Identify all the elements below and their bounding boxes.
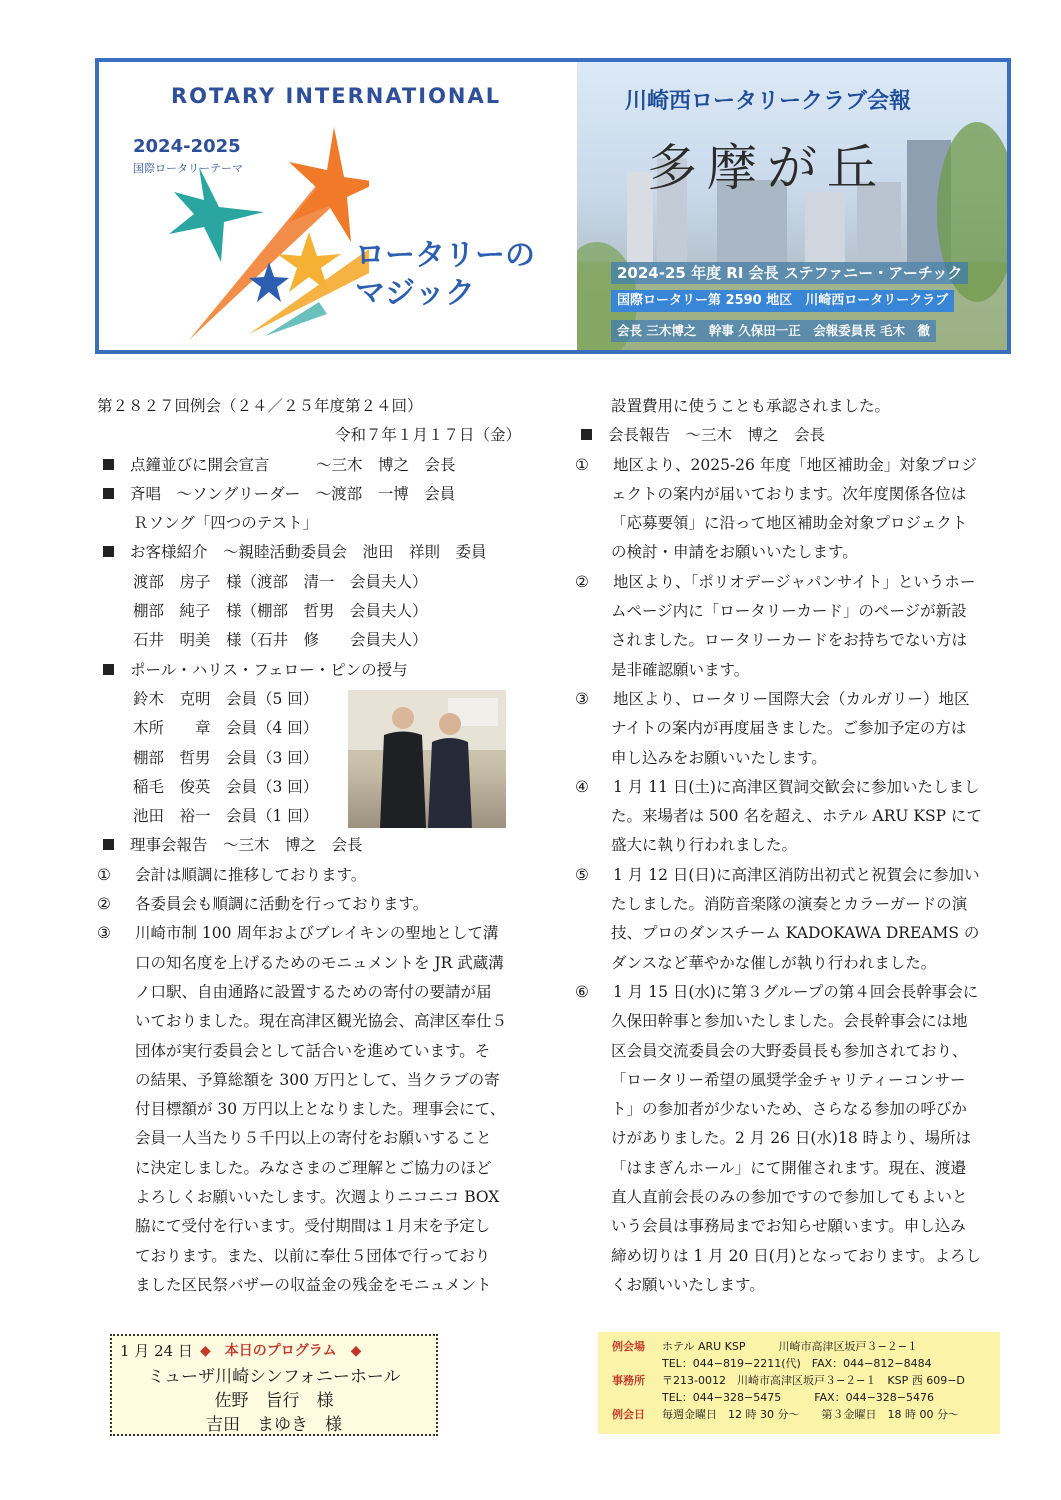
line-text: ノ口駅、自由通路に設置するための寄付の要請が届 [135,982,492,1001]
line-text: 地区より、「ポリオデージャパンサイト」というホー [613,572,976,591]
text-line [97,568,537,597]
line-text: 稲毛 俊英 会員（3 回） [133,777,319,796]
shooting-stars-icon [169,122,369,342]
text-line [575,744,1015,773]
club-officers: 会長 三木博之 幹事 久保田一正 会報委員長 毛木 徹 [611,320,936,342]
info-label: 事務所 [612,1374,645,1387]
text-line [97,1095,537,1124]
line-text: 区会員交流委員会の大野委員長も参加されており、 [611,1041,968,1060]
text-line [575,714,1015,743]
line-text: 棚部 哲男 会員（3 回） [133,748,319,767]
item-number: ② [575,572,589,591]
line-text: 地区より、2025-26 年度「地区補助金」対象プロジ [613,455,977,474]
line-text: 締め切りは 1 月 20 日(月)となっております。よろし [611,1246,982,1265]
item-number: ① [97,865,111,884]
text-line [97,890,537,919]
item-number: ④ [575,777,589,796]
text-line [97,1037,537,1066]
square-bullet-icon [581,429,592,440]
todays-program-box [110,1334,438,1436]
award-photo [348,690,506,828]
text-line [97,978,537,1007]
info-text: TEL：044−328−5475 FAX：044−328−5476 [662,1391,935,1404]
line-text: 会計は順調に推移しております。 [135,865,367,884]
line-text: 令和７年１月１７日（金） [335,426,522,445]
text-line [575,1066,1015,1095]
text-line [97,1242,537,1271]
line-text: いておりました。現在高津区観光協会、高津区奉仕５ [135,1012,508,1031]
line-text: 団体が実行委員会として話合いを進めています。そ [135,1041,491,1060]
item-number: ③ [97,924,111,943]
ri-president: 2024-25 年度 RI 会長 ステファニー・アーチック [611,262,968,284]
program-venue: ミューザ川崎シンフォニーホール [147,1367,401,1387]
line-text: 各委員会も順調に活動を行っております。 [135,895,429,914]
text-line [575,1124,1015,1153]
line-text: 点鐘並びに開会宣言 ～三木 博之 会長 [130,455,456,474]
line-text: 是非確認願います。 [611,660,750,679]
text-line [575,1183,1015,1212]
text-line [575,861,1015,890]
line-text: Ｒソング「四つのテスト」 [133,514,319,533]
line-text: 直人直前会長のみの参加ですので参加してもよいと [611,1188,968,1207]
line-text: 会員一人当たり５千円以上の寄付をお願いすること [135,1129,492,1148]
line-text: 「応募要領」に沿って地区補助金対象プロジェクト [611,514,968,533]
square-bullet-icon [103,546,114,557]
line-text: 鈴木 克明 会員（5 回） [133,689,319,708]
line-text: ポール・ハリス・フェロー・ピンの授与 [130,660,408,679]
line-text: 渡部 房子 様（渡部 清一 会員夫人） [133,572,428,591]
district-club: 国際ロータリー第 2590 地区 川崎西ロータリークラブ [611,290,954,312]
theme-year: 2024-2025 [133,136,241,157]
item-number: ③ [575,689,589,708]
text-line [575,949,1015,978]
text-line [575,421,1015,450]
club-info-box [598,1332,1000,1434]
text-line [575,1212,1015,1241]
text-line [97,656,537,685]
item-number: ⑤ [575,865,589,884]
masthead [95,58,1011,354]
text-line [575,392,1015,421]
line-text: に決定しました。みなさまのご理解とご協力のほど [135,1158,492,1177]
line-text: ております。また、以前に奉仕５団体で行っており [135,1246,491,1265]
line-text: ェクトの案内が届いております。次年度関係各位は [611,484,967,503]
line-text: たしました。消防音楽隊の演奏とカラーガードの演 [611,895,968,914]
text-line [97,480,537,509]
club-title-panel [577,62,1007,350]
line-text: 第２８２７回例会（２４／２５年度第２４回） [97,397,423,415]
line-text: 久保田幹事と参加いたしました。会長幹事会には地 [611,1012,968,1031]
line-text: ムページ内に「ロータリーカード」のページが新設 [611,602,967,621]
line-text: 池田 裕一 会員（1 回） [133,807,319,826]
text-line [97,831,537,860]
line-text: 申し込みをお願いいたします。 [611,748,827,767]
info-text: ホテル ARU KSP 川崎市高津区坂戸３−２−１ [662,1340,918,1353]
item-number: ② [97,895,111,914]
line-text: お客様紹介 ～親睦活動委員会 池田 祥則 委員 [130,543,487,562]
text-line [575,480,1015,509]
line-text: くお願いいたします。 [611,1275,765,1294]
text-line [575,1242,1015,1271]
program-heading: ◆ 本日のプログラム ◆ [200,1343,362,1359]
theme-label: 国際ロータリーテーマ [133,162,243,175]
info-text: TEL：044−819−2211(代) FAX：044−812−8484 [662,1357,932,1370]
line-text: けがありました。2 月 26 日(水)18 時より、場所は [611,1129,972,1148]
text-line [575,509,1015,538]
text-line [97,919,537,948]
line-text: 地区より、ロータリー国際大会（カルガリー）地区 [613,689,970,708]
text-line [97,626,537,655]
right-column [575,392,1015,1300]
line-text: の結果、予算総額を 300 万円として、当クラブの寄 [135,1070,500,1089]
text-line [97,509,537,538]
text-line [97,1154,537,1183]
text-line [575,538,1015,567]
line-text: 口の知名度を上げるためのモニュメントを JR 武蔵溝 [135,953,504,972]
line-text: 木所 章 会員（4 回） [133,719,319,738]
newsletter-name: 多摩が丘 [647,139,887,197]
text-line [575,1095,1015,1124]
line-text: 盛大に執り行われました。 [611,836,798,855]
line-text: 理事会報告 ～三木 博之 会長 [130,836,363,855]
line-text: ナイトの案内が再度届きました。ご参加予定の方は [611,719,967,738]
program-guest-1: 佐野 旨行 様 [214,1391,334,1411]
text-line [97,949,537,978]
line-text: 1 月 15 日(水)に第３グループの第４回会長幹事会に [613,982,979,1001]
left-column [97,392,537,1300]
text-line [575,1154,1015,1183]
program-date: 1 月 24 日 [120,1342,193,1360]
text-line [575,656,1015,685]
line-text: 1 月 11 日(土)に高津区賀詞交歓会に参加いたしまし [613,777,980,796]
line-text: ダンスなど華やかな催しが執り行われました。 [611,953,937,972]
line-text: 脇にて受付を行います。受付期間は１月末を予定し [135,1217,491,1236]
text-line [97,451,537,480]
item-number: ① [575,455,589,474]
text-line [97,861,537,890]
line-text: よろしくお願いいたします。次週よりニコニコ BOX [135,1188,500,1207]
text-line [575,626,1015,655]
line-text: 会長報告 ～三木 博之 会長 [608,426,826,445]
text-line [97,1066,537,1095]
info-row [612,1338,918,1354]
line-text: 付目標額が 30 万円以上となりました。理事会にて、 [135,1100,506,1119]
theme-line-2: マジック [355,276,475,311]
square-bullet-icon [103,839,114,850]
line-text: の検討・申請をお願いいたします。 [611,543,858,562]
line-text: 設置費用に使うことも承認されました。 [611,397,891,415]
text-line [97,1124,537,1153]
line-text: いう会員は事務局までお知らせ願います。申し込み [611,1217,966,1236]
text-line [575,890,1015,919]
text-line [575,978,1015,1007]
ri-theme-panel [99,62,577,350]
line-text: されました。ロータリーカードをお持ちでない方は [611,631,968,650]
info-label: 例会日 [612,1408,645,1421]
text-line [97,421,537,450]
square-bullet-icon [103,459,114,470]
info-row [612,1372,965,1388]
square-bullet-icon [103,664,114,675]
line-text: た。来場者は 500 名を超え、ホテル ARU KSP にて [611,807,982,826]
theme-line-1: ロータリーの [355,238,535,273]
text-line [575,597,1015,626]
info-text: 〒213-0012 川崎市高津区坂戸３−２−１ KSP 西 609−D [662,1374,965,1387]
text-line [97,392,537,421]
text-line [575,773,1015,802]
line-text: 技、プロのダンスチーム KADOKAWA DREAMS の [611,924,980,943]
club-newsletter-title: 川崎西ロータリークラブ会報 [625,89,912,114]
text-line [575,831,1015,860]
two-men-photo-icon [348,690,506,828]
info-row [612,1355,932,1371]
program-guest-2: 吉田 まゆき 様 [206,1415,342,1435]
text-line [575,802,1015,831]
text-line [97,1271,537,1300]
text-line [97,1007,537,1036]
item-number: ⑥ [575,982,589,1001]
text-line [575,1271,1015,1300]
text-line [575,1037,1015,1066]
line-text: 川崎市制 100 周年およびブレイキンの聖地として溝 [135,924,499,943]
line-text: 1 月 12 日(日)に高津区消防出初式と祝賀会に参加い [613,865,980,884]
line-text: ト」の参加者が少ないため、さらなる参加の呼びか [611,1100,967,1119]
line-text: 「はまぎんホール」にて開催されます。現在、渡邉 [611,1158,966,1177]
info-row [612,1406,959,1422]
text-line [97,1212,537,1241]
info-text: 毎週金曜日 12 時 30 分〜 第３金曜日 18 時 00 分〜 [662,1408,959,1421]
line-text: 棚部 純子 様（棚部 哲男 会員夫人） [133,602,428,621]
line-text: 「ロータリー希望の風奨学金チャリティーコンサー [611,1070,966,1089]
text-line [97,1183,537,1212]
text-line [97,538,537,567]
line-text: ました区民祭バザーの収益金の残金をモニュメント [135,1275,492,1294]
text-line [97,597,537,626]
square-bullet-icon [103,488,114,499]
line-text: 石井 明美 様（石井 修 会員夫人） [133,631,428,650]
text-line [575,1007,1015,1036]
text-line [575,685,1015,714]
info-row [612,1389,934,1405]
ri-title: ROTARY INTERNATIONAL [171,84,502,108]
text-line [575,451,1015,480]
text-line [575,568,1015,597]
info-label: 例会場 [612,1340,645,1353]
line-text: 斉唱 ～ソングリーダー ～渡部 一博 会員 [130,484,456,503]
text-line [575,919,1015,948]
